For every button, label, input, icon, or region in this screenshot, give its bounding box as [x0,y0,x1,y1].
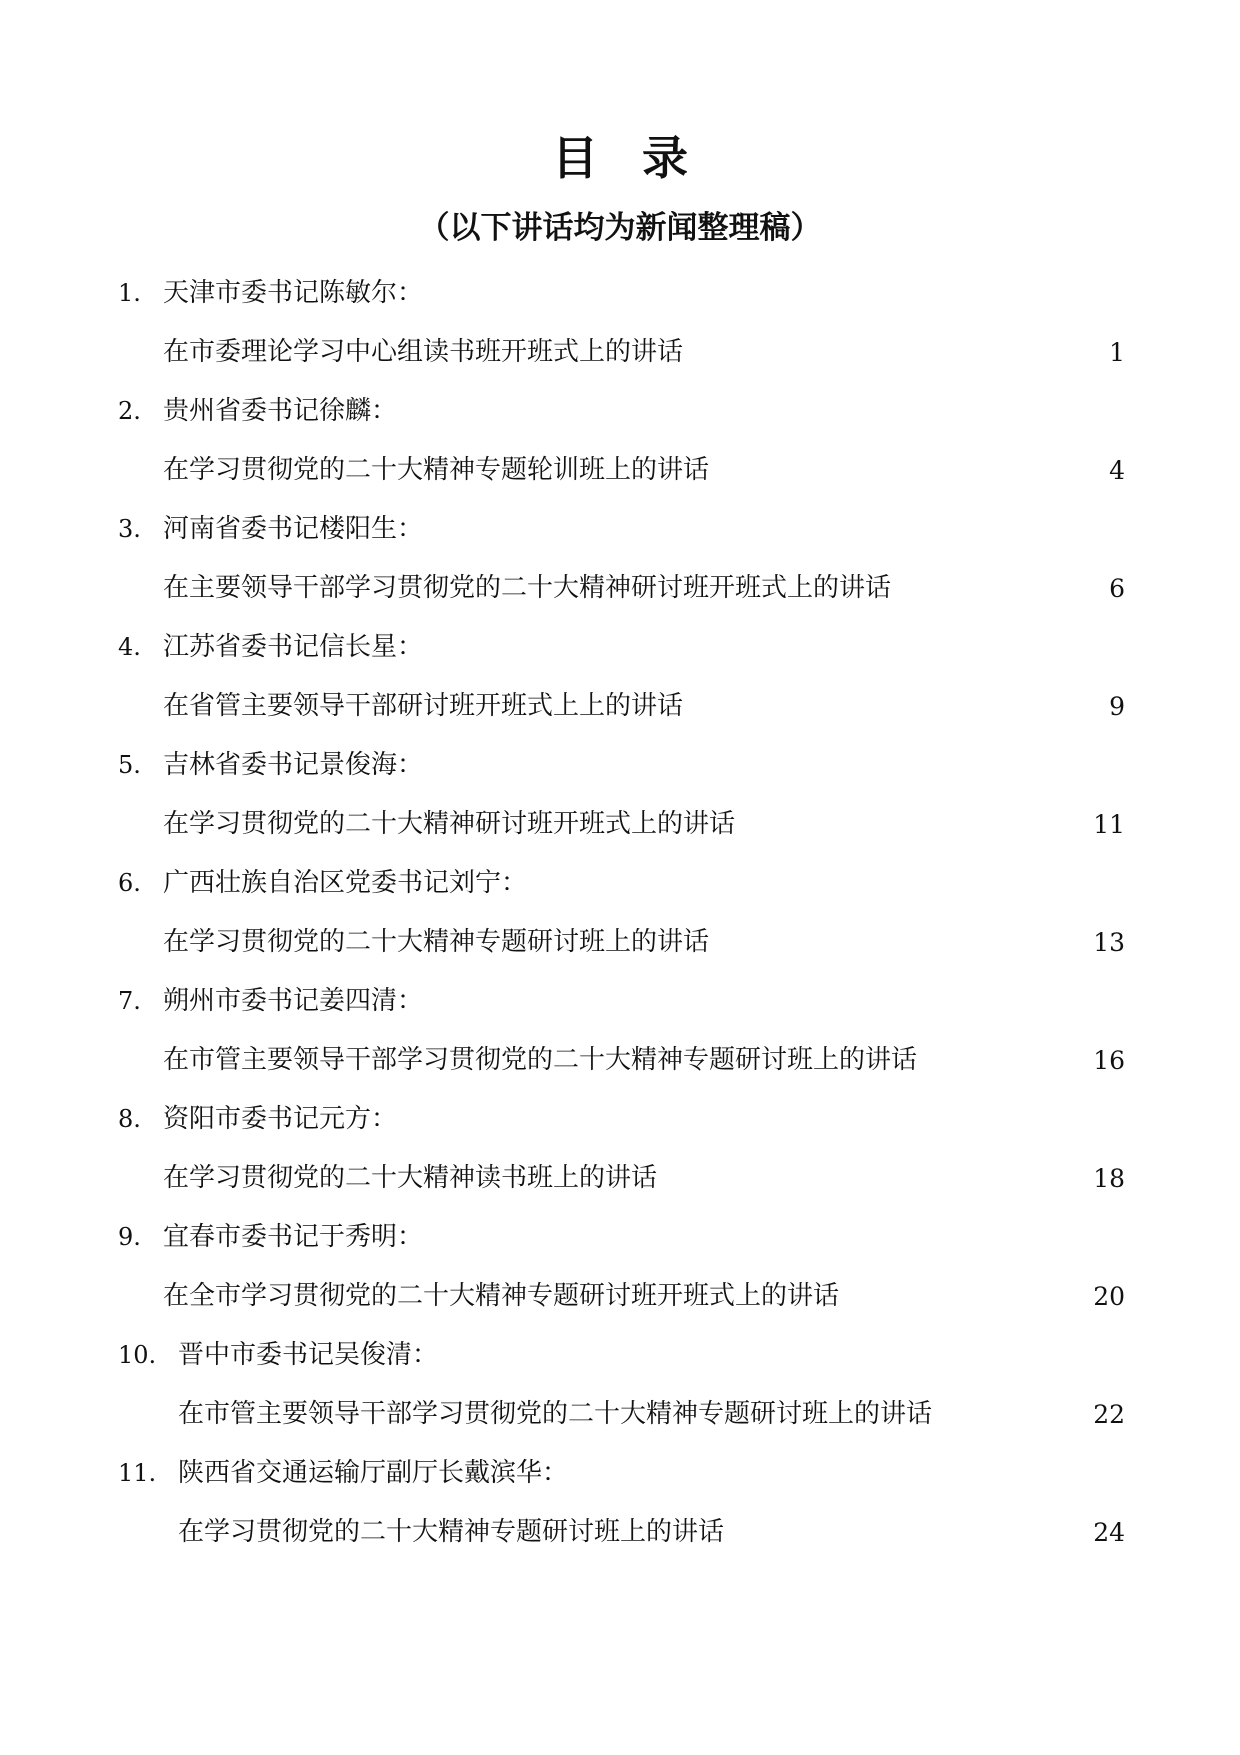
entry-page-number: 20 [1093,1282,1125,1311]
entry-speech-title[interactable]: 在学习贯彻党的二十大精神读书班上的讲话 [163,1163,658,1193]
toc-entry[interactable] [0,382,1240,500]
entry-speech-title[interactable]: 在学习贯彻党的二十大精神研讨班开班式上的讲话 [163,809,736,839]
entry-page-number: 6 [1109,574,1125,603]
toc-entry[interactable] [0,1208,1240,1326]
entry-number: 8. [118,1105,141,1133]
toc-entry[interactable] [0,736,1240,854]
toc-entry[interactable] [0,972,1240,1090]
entry-speech-title[interactable]: 在学习贯彻党的二十大精神专题轮训班上的讲话 [163,455,710,485]
entry-speaker: 天津市委书记陈敏尔： [163,278,424,308]
toc-entry[interactable] [0,500,1240,618]
entry-number: 5. [118,751,141,779]
entry-speaker: 广西壮族自治区党委书记刘宁： [163,868,528,898]
entry-speaker: 河南省委书记楼阳生： [163,514,424,544]
entry-speech-title[interactable]: 在省管主要领导干部研讨班开班式上上的讲话 [163,691,684,721]
entry-page-number: 16 [1093,1046,1125,1075]
entry-number: 11. [118,1459,157,1487]
entry-speech-title[interactable]: 在全市学习贯彻党的二十大精神专题研讨班开班式上的讲话 [163,1281,840,1311]
entry-number: 3. [118,515,141,543]
entry-number: 2. [118,397,141,425]
entry-page-number: 18 [1093,1164,1125,1193]
entry-number: 6. [118,869,141,897]
entry-number: 4. [118,633,141,661]
table-of-contents [0,264,1240,1562]
toc-entry[interactable] [0,1444,1240,1562]
entry-speaker: 资阳市委书记元方： [163,1104,398,1134]
toc-entry[interactable] [0,854,1240,972]
entry-speech-title[interactable]: 在市委理论学习中心组读书班开班式上的讲话 [163,337,684,367]
entry-speaker: 宜春市委书记于秀明： [163,1222,424,1252]
page-title: 目录 [552,131,732,185]
entry-page-number: 22 [1093,1400,1125,1429]
entry-speaker: 晋中市委书记吴俊清： [178,1340,439,1370]
entry-number: 7. [118,987,141,1015]
entry-speaker: 贵州省委书记徐麟： [163,396,398,426]
toc-entry[interactable] [0,1326,1240,1444]
entry-number: 9. [118,1223,141,1251]
entry-speech-title[interactable]: 在主要领导干部学习贯彻党的二十大精神研讨班开班式上的讲话 [163,573,892,603]
entry-speaker: 朔州市委书记姜四清： [163,986,424,1016]
entry-speaker: 江苏省委书记信长星： [163,632,424,662]
entry-page-number: 4 [1109,456,1125,485]
entry-speaker: 吉林省委书记景俊海： [163,750,424,780]
entry-speaker: 陕西省交通运输厅副厅长戴滨华： [178,1458,569,1488]
entry-number: 10. [118,1341,157,1369]
entry-page-number: 1 [1109,338,1125,367]
entry-speech-title[interactable]: 在学习贯彻党的二十大精神专题研讨班上的讲话 [178,1517,725,1547]
entry-speech-title[interactable]: 在学习贯彻党的二十大精神专题研讨班上的讲话 [163,927,710,957]
entry-speech-title[interactable]: 在市管主要领导干部学习贯彻党的二十大精神专题研讨班上的讲话 [163,1045,918,1075]
entry-speech-title[interactable]: 在市管主要领导干部学习贯彻党的二十大精神专题研讨班上的讲话 [178,1399,933,1429]
entry-page-number: 24 [1093,1518,1125,1547]
toc-entry[interactable] [0,264,1240,382]
entry-number: 1. [118,279,141,307]
entry-page-number: 11 [1093,810,1125,839]
toc-entry[interactable] [0,618,1240,736]
entry-page-number: 13 [1093,928,1125,957]
toc-entry[interactable] [0,1090,1240,1208]
entry-page-number: 9 [1109,692,1125,721]
page-subtitle: （以下讲话均为新闻整理稿） [418,210,822,246]
